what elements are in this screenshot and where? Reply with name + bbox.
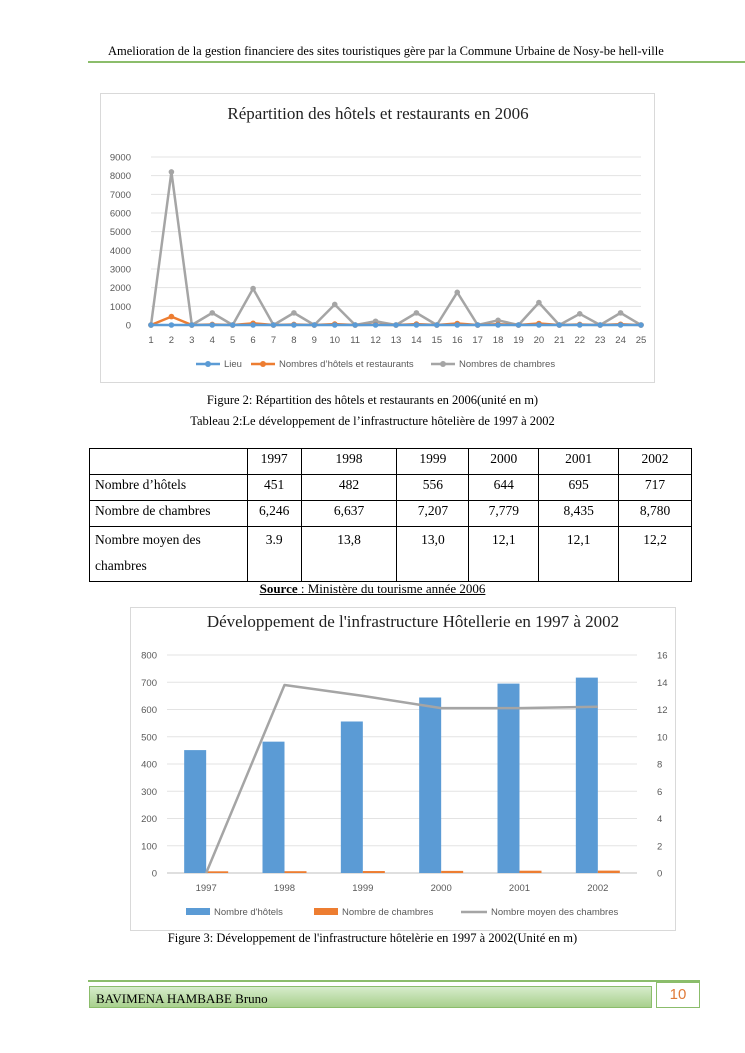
x-tick-label: 14 (411, 335, 422, 346)
figure-2-caption: Figure 2: Répartition des hôtels et restaurants en 2006(unité en m) (206, 393, 539, 407)
figure-3-chart (130, 607, 676, 931)
series-0-point (169, 322, 175, 328)
bar-series-0 (263, 742, 285, 873)
x-tick-label: 20 (533, 335, 545, 346)
legend-label: Nombre moyen des chambres (491, 907, 619, 918)
table-cell: 12,1 (469, 527, 539, 582)
series-0-point (373, 322, 379, 328)
x-tick-label: 24 (615, 335, 626, 346)
y2-tick-label: 0 (657, 868, 663, 880)
table-cell: 7,207 (397, 501, 469, 527)
x-tick-label: 2001 (508, 883, 531, 894)
bar-series-1 (285, 871, 307, 873)
series-2-point (291, 310, 297, 316)
source-label: Source (259, 581, 298, 596)
y-tick-label: 0 (151, 868, 157, 880)
table-row-label: Nombre de chambres (90, 501, 248, 527)
series-0-point (209, 322, 215, 328)
table-row-label: Nombre d’hôtels (90, 475, 248, 501)
x-tick-label: 21 (554, 335, 565, 346)
y-tick-label: 200 (141, 814, 157, 825)
x-tick-label: 2002 (587, 883, 609, 894)
legend-label: Nombre de chambres (342, 907, 434, 918)
series-0-point (332, 322, 338, 328)
y-tick-label: 0 (125, 320, 131, 332)
table-cell: 13,8 (301, 527, 397, 582)
y-tick-label: 400 (141, 759, 157, 771)
bar-series-1 (363, 871, 385, 873)
y-tick-label: 800 (141, 650, 157, 662)
x-tick-label: 19 (513, 335, 524, 346)
table-row (90, 475, 692, 501)
bar-series-0 (419, 698, 441, 873)
series-0-point (557, 322, 563, 328)
header-divider (88, 61, 745, 63)
table-2-caption: Tableau 2:Le développement de l’infrastructure hôtelière de 1997 à 2002 (190, 414, 555, 428)
series-0-point (434, 322, 440, 328)
bar-series-1 (598, 871, 620, 873)
x-tick-label: 11 (350, 335, 361, 346)
table-cell: 482 (301, 475, 397, 501)
series-0-point (597, 322, 603, 328)
y-tick-label: 5000 (109, 227, 131, 239)
table-year-cell: 1998 (301, 449, 397, 475)
x-tick-label: 13 (390, 335, 402, 346)
page-header-title: Amelioration de la gestion financiere des sites touristiques gère par la Commune Urbaine de Nosy-be hell-ville (108, 44, 664, 58)
table-corner-cell (90, 449, 248, 475)
series-0-point (495, 322, 501, 328)
table-cell: 3.9 (247, 527, 301, 582)
series-0-point (271, 322, 277, 328)
bar-series-1 (520, 871, 542, 873)
series-2-point (332, 302, 338, 308)
table-cell: 12,2 (619, 527, 692, 582)
series-2-point (414, 310, 420, 316)
y-tick-label: 100 (141, 841, 157, 853)
table-cell: 8,435 (539, 501, 619, 527)
x-tick-label: 3 (189, 335, 195, 346)
y-tick-label: 6000 (109, 208, 131, 220)
table-cell: 644 (469, 475, 539, 501)
series-0-point (516, 322, 522, 328)
bar-series-0 (498, 684, 520, 873)
figure-3-caption: Figure 3: Développement de l'infrastructure hôtelèrie en 1997 à 2002(Unité en m) (167, 931, 578, 945)
legend-label: Nombre d'hôtels (214, 907, 283, 918)
series-0-point (312, 322, 318, 328)
footer-author: BAVIMENA HAMBABE Bruno (89, 986, 652, 1008)
x-tick-label: 10 (329, 335, 341, 346)
legend-swatch (314, 908, 338, 915)
series-2-point (618, 310, 624, 316)
table-cell: 12,1 (539, 527, 619, 582)
legend-label: Nombres d’hôtels et restaurants (279, 359, 414, 370)
y2-tick-label: 14 (657, 677, 668, 689)
x-tick-label: 22 (574, 335, 586, 346)
table-row-label-line: Nombre moyen des (95, 532, 201, 547)
table-cell: 717 (619, 475, 692, 501)
table-source (0, 581, 745, 597)
table-cell: 695 (539, 475, 619, 501)
x-tick-label: 16 (451, 335, 463, 346)
y2-tick-label: 4 (657, 814, 663, 825)
source-text: : Ministère du tourisme année 2006 (297, 581, 486, 596)
y-tick-label: 4000 (109, 245, 131, 257)
y2-tick-label: 6 (657, 786, 663, 798)
page-number: 10 (656, 982, 700, 1008)
table-cell: 451 (247, 475, 301, 501)
series-0-point (638, 322, 644, 328)
series-2-point (169, 169, 175, 175)
x-tick-label: 23 (594, 335, 606, 346)
series-2-point (577, 311, 583, 317)
table-year-cell: 1999 (397, 449, 469, 475)
x-tick-label: 18 (492, 335, 504, 346)
bar-series-0 (341, 721, 363, 873)
table-year-cell: 1997 (247, 449, 301, 475)
legend-label: Nombres de chambres (459, 359, 556, 370)
x-tick-label: 2 (168, 335, 175, 346)
table-row (90, 501, 692, 527)
table-cell: 13,0 (397, 527, 469, 582)
series-0-point (291, 322, 297, 328)
x-tick-label: 6 (250, 335, 256, 346)
x-tick-label: 1997 (195, 883, 217, 894)
series-0-point (618, 322, 624, 328)
series-0-point (230, 322, 236, 328)
table-cell: 6,637 (301, 501, 397, 527)
infrastructure-table (89, 448, 692, 582)
y2-tick-label: 10 (657, 732, 668, 744)
y-tick-label: 9000 (109, 152, 131, 164)
series-0-point (577, 322, 583, 328)
footer-divider (88, 980, 700, 982)
table-header-row (90, 449, 692, 475)
series-2-point (209, 310, 215, 316)
series-0-point (352, 322, 358, 328)
x-tick-label: 2000 (430, 883, 452, 894)
x-tick-label: 1999 (352, 883, 374, 894)
series-0-point (393, 322, 399, 328)
figure-2-chart (100, 93, 655, 383)
table-row-label-line: chambres (95, 558, 147, 573)
series-0-point (454, 322, 460, 328)
series-0-point (189, 322, 195, 328)
series-0-point (536, 322, 542, 328)
x-tick-label: 1 (148, 335, 154, 346)
series-2-point (454, 290, 460, 296)
x-tick-label: 7 (270, 335, 277, 346)
x-tick-label: 25 (635, 335, 647, 346)
y-tick-label: 700 (141, 677, 157, 689)
x-tick-label: 17 (472, 335, 483, 346)
table-cell: 556 (397, 475, 469, 501)
x-tick-label: 5 (230, 335, 236, 346)
series-0-point (148, 322, 154, 328)
y-tick-label: 8000 (109, 171, 131, 183)
x-tick-label: 15 (431, 335, 443, 346)
table-year-cell: 2002 (619, 449, 692, 475)
y2-tick-label: 8 (657, 759, 663, 771)
y2-tick-label: 12 (657, 705, 668, 716)
x-tick-label: 4 (209, 335, 215, 346)
y-tick-label: 7000 (109, 189, 131, 201)
legend-swatch (186, 908, 210, 915)
table-row (90, 527, 692, 582)
legend-label: Lieu (224, 359, 242, 370)
series-0-point (414, 322, 420, 328)
table-cell: 8,780 (619, 501, 692, 527)
table-year-cell: 2001 (539, 449, 619, 475)
series-0-point (475, 322, 481, 328)
y-tick-label: 1000 (109, 301, 131, 313)
chart-title: Répartition des hôtels et restaurants en 2006 (227, 104, 529, 123)
chart-title: Développement de l'infrastructure Hôtellerie en 1997 à 2002 (206, 612, 620, 631)
y-tick-label: 3000 (109, 264, 131, 276)
series-1-point (169, 314, 175, 320)
x-tick-label: 9 (311, 335, 317, 346)
table-cell: 7,779 (469, 501, 539, 527)
y2-tick-label: 16 (657, 650, 668, 662)
x-tick-label: 12 (370, 335, 381, 346)
bar-series-1 (206, 871, 228, 873)
legend-swatch-marker (205, 361, 211, 367)
figure-2-chart-svg (101, 94, 656, 384)
x-tick-label: 8 (291, 335, 297, 346)
series-0-point (250, 322, 256, 328)
bar-series-0 (184, 750, 206, 873)
y-tick-label: 600 (141, 705, 157, 716)
x-tick-label: 1998 (273, 883, 296, 894)
y-tick-label: 300 (141, 786, 157, 798)
y-tick-label: 2000 (109, 283, 131, 295)
series-2-line (151, 172, 641, 325)
table-cell: 6,246 (247, 501, 301, 527)
legend-swatch-marker (260, 361, 266, 367)
bar-series-1 (441, 871, 463, 873)
series-2-point (250, 286, 256, 292)
y2-tick-label: 2 (657, 841, 663, 853)
table-row-label (90, 527, 248, 582)
y-tick-label: 500 (141, 732, 157, 744)
legend-swatch-marker (440, 361, 446, 367)
table-year-cell: 2000 (469, 449, 539, 475)
series-2-point (536, 300, 542, 306)
figure-3-chart-svg (131, 608, 677, 932)
